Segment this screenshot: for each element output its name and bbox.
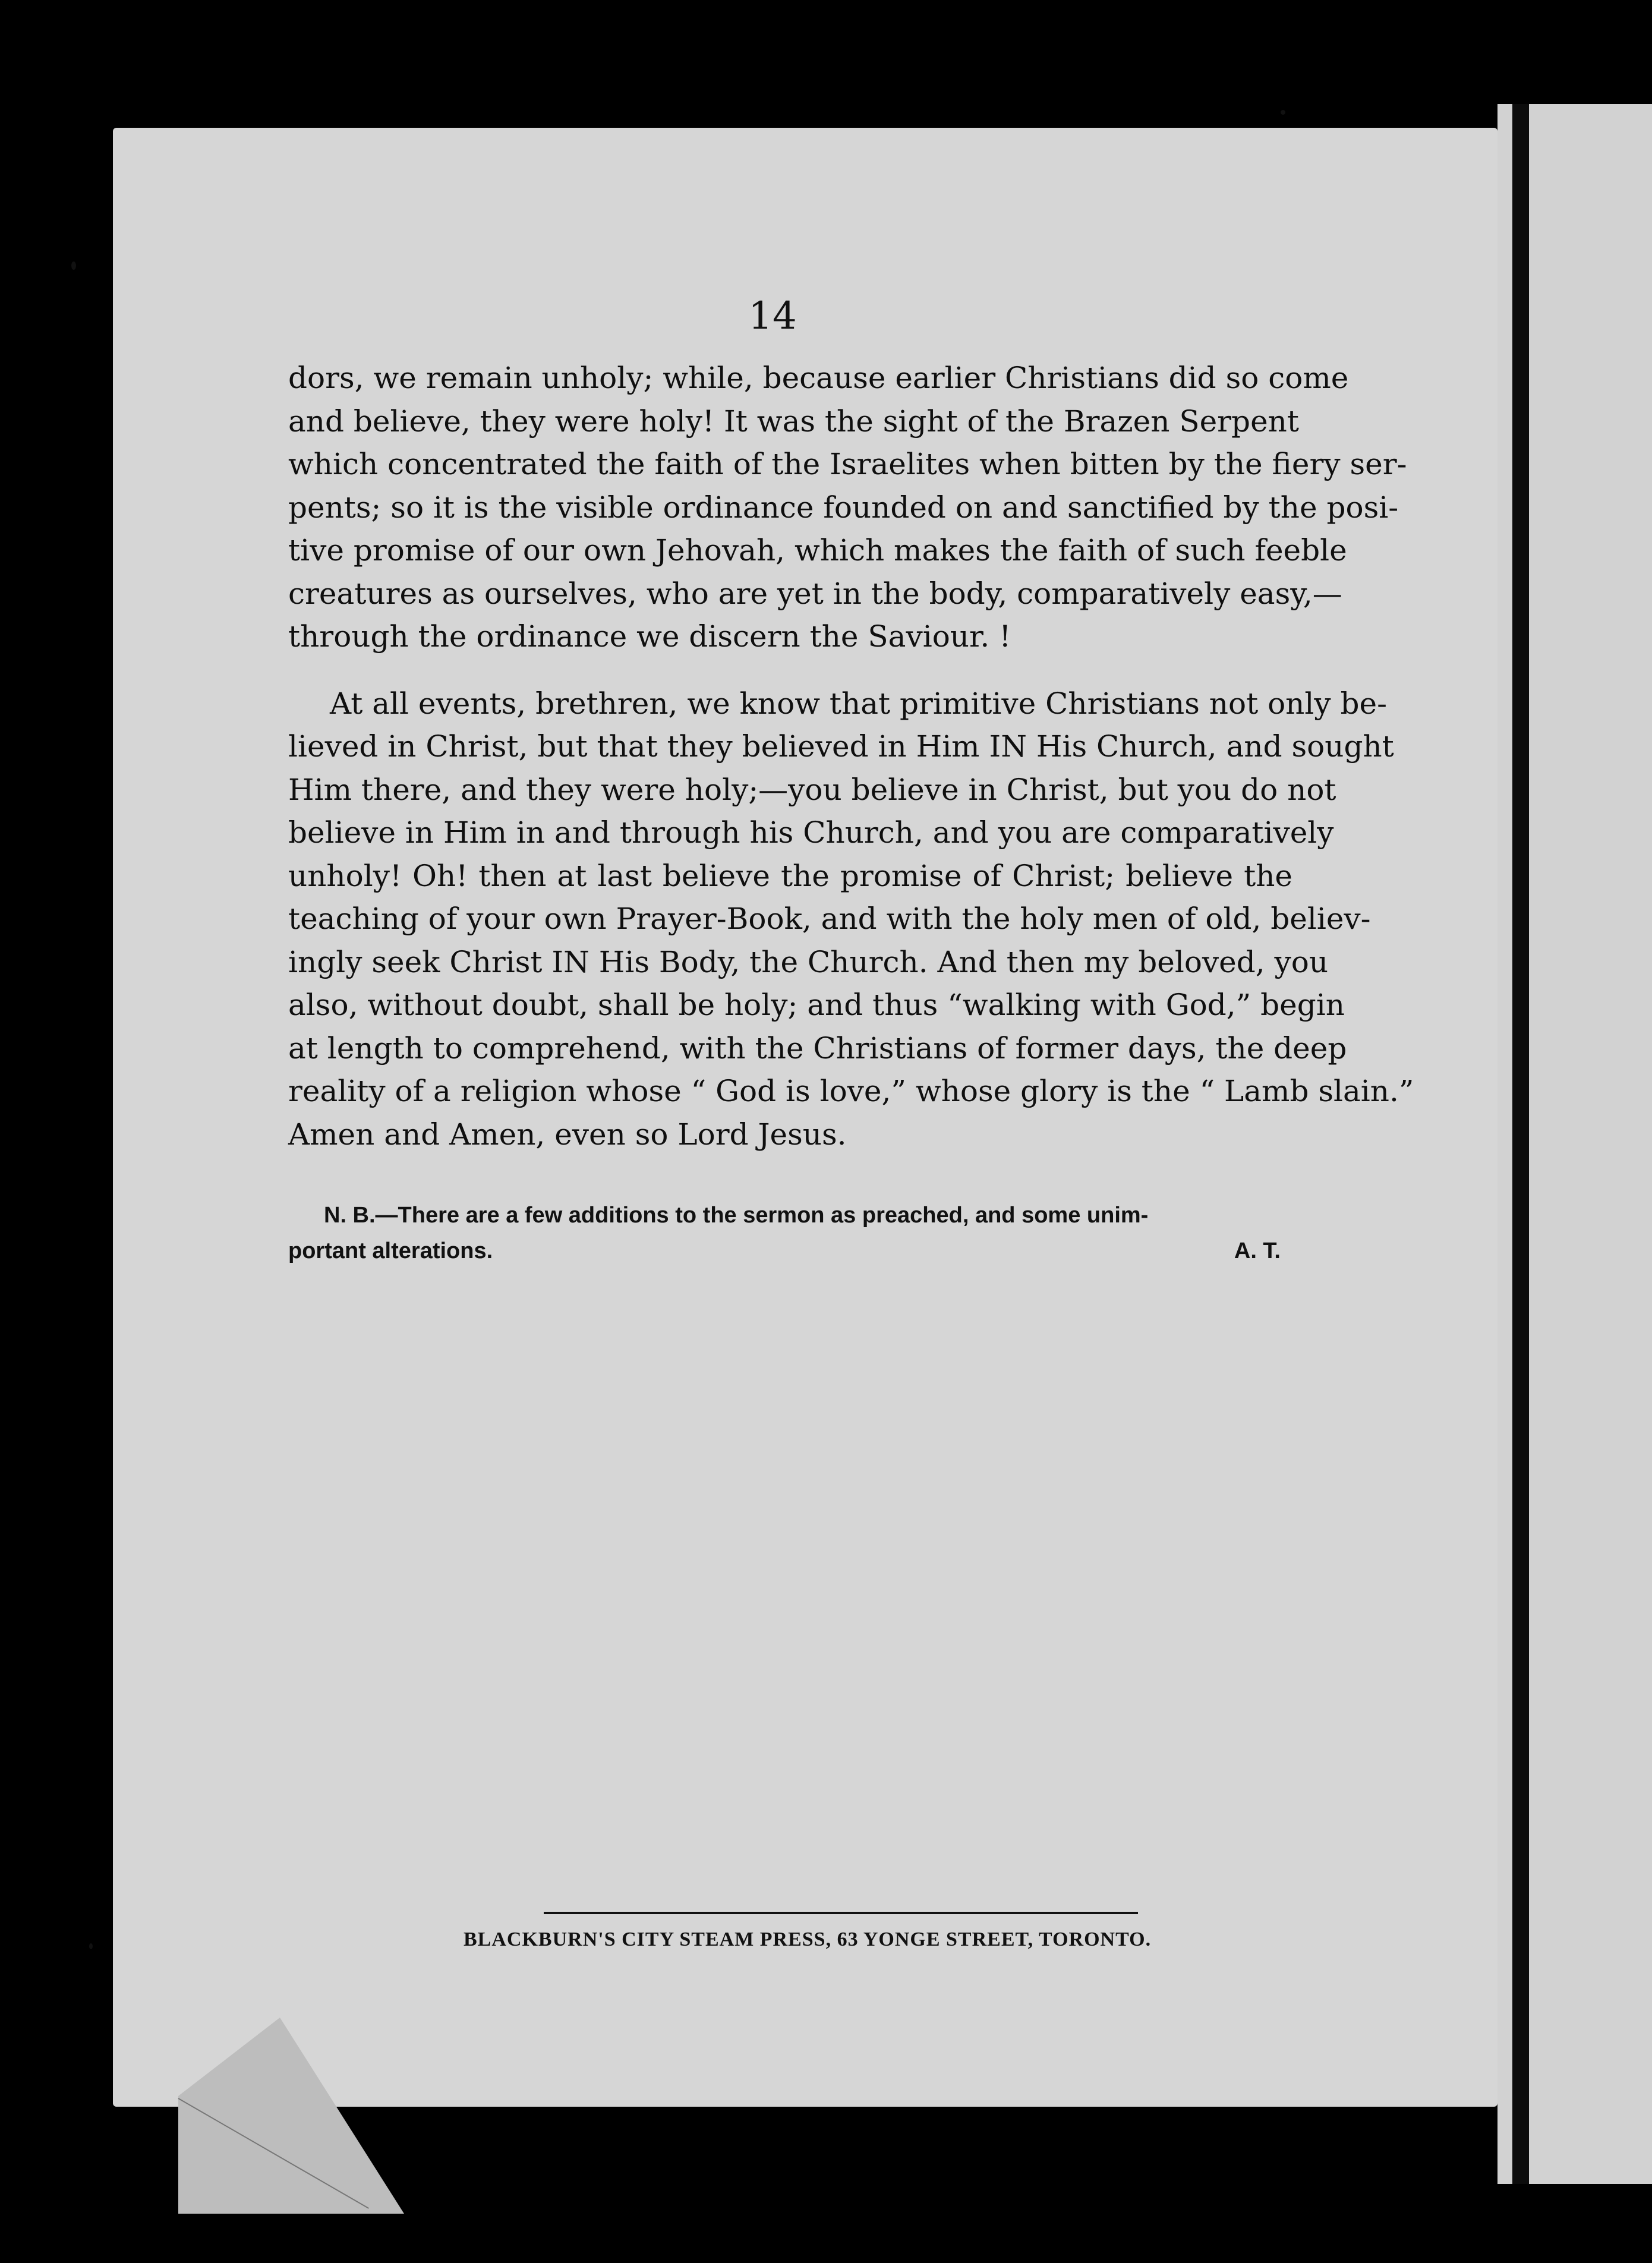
note-line: N. B.—There are a few additions to the sermon as preached, and some unim-: [324, 1203, 1149, 1228]
note-line: [288, 1233, 1292, 1269]
sermon-body: [288, 357, 1414, 1156]
note-line-text: portant alterations.: [288, 1238, 493, 1263]
speck-mark: [1281, 110, 1285, 115]
text-line: Amen and Amen, even so Lord Jesus.: [288, 1117, 847, 1152]
horizontal-rule: [544, 1912, 1138, 1914]
text-line: reality of a religion whose “ God is love,” whose glory is the “ Lamb slain.”: [288, 1074, 1414, 1108]
page-number: 14: [748, 294, 797, 338]
paragraph-2: [288, 682, 1414, 1156]
text-line: creatures as ourselves, who are yet in the body, comparatively easy,—: [288, 576, 1342, 611]
text-line: through the ordinance we discern the Saviour. !: [288, 619, 1011, 654]
paragraph-gap: [288, 658, 1292, 682]
text-line: unholy! Oh! then at last believe the promise of Christ; believe the: [288, 858, 1292, 893]
text-line: and believe, they were holy! It was the sight of the Brazen Serpent: [288, 404, 1299, 439]
text-line: tive promise of our own Jehovah, which makes the faith of such feeble: [288, 533, 1347, 568]
text-line: Him there, and they were holy;—you believe in Christ, but you do not: [288, 772, 1336, 807]
paragraph-1: [288, 357, 1407, 658]
text-line: believe in Him in and through his Church, and you are comparatively: [288, 815, 1334, 850]
text-line: also, without doubt, shall be holy; and thus “walking with God,” begin: [288, 988, 1345, 1022]
text-line: lieved in Christ, but that they believed in Him IN His Church, and sought: [288, 729, 1394, 764]
author-note: [288, 1197, 1292, 1269]
printer-imprint: BLACKBURN'S CITY STEAM PRESS, 63 YONGE STREET, TORONTO.: [464, 1928, 1152, 1950]
text-line: which concentrated the faith of the Israelites when bitten by the fiery ser-: [288, 447, 1407, 481]
author-initials: A. T.: [1234, 1238, 1281, 1263]
text-line: At all events, brethren, we know that primitive Christians not only be-: [330, 686, 1388, 721]
book-spine: [1512, 104, 1529, 2184]
text-line: pents; so it is the visible ordinance founded on and sanctified by the posi-: [288, 490, 1399, 525]
text-line: teaching of your own Prayer-Book, and with the holy men of old, believ-: [288, 902, 1371, 936]
speck-mark: [71, 261, 76, 270]
speck-mark: [89, 1943, 93, 1949]
text-line: at length to comprehend, with the Christians of former days, the deep: [288, 1030, 1347, 1066]
text-line: dors, we remain unholy; while, because earlier Christians did so come: [288, 361, 1349, 395]
text-line: ingly seek Christ IN His Body, the Church. And then my beloved, you: [288, 944, 1329, 979]
